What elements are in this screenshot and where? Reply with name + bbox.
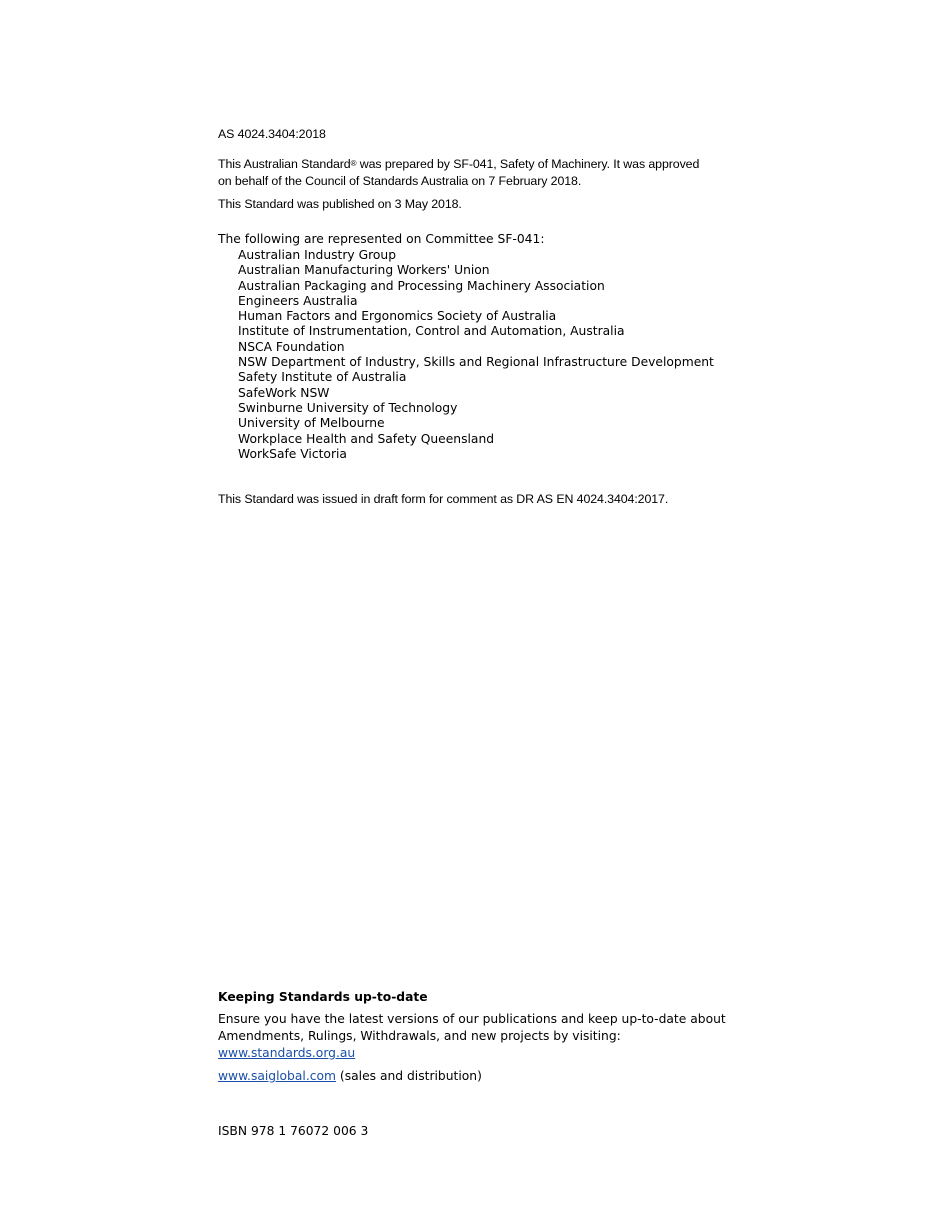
committee-member: Safety Institute of Australia [238,370,407,385]
isbn: ISBN 978 1 76072 006 3 [218,1124,369,1138]
registered-mark: ® [350,159,357,168]
committee-member: SafeWork NSW [238,385,330,400]
committee-member: Human Factors and Ergonomics Society of Australia [238,309,557,324]
standard-designation: AS 4024.3404:2018 [218,127,326,141]
draft-note: This Standard was issued in draft form for comment as DR AS EN 4024.3404:2017. [218,492,669,506]
committee-member: Institute of Instrumentation, Control and Automation, Australia [238,324,625,339]
updates-body-line2: Amendments, Rulings, Withdrawals, and new projects by visiting: [218,1029,621,1043]
committee-member: NSCA Foundation [238,339,345,354]
committee-member: Australian Manufacturing Workers' Union [238,263,490,278]
committee-member: Workplace Health and Safety Queensland [238,431,495,446]
committee-member-list [238,248,714,462]
committee-member: Australian Industry Group [238,248,397,262]
document-page [218,0,758,1230]
prepared-statement-line1 [218,156,699,173]
committee-member: Engineers Australia [238,293,358,308]
standards-website-link[interactable]: www.standards.org.au [218,1046,356,1060]
updates-heading: Keeping Standards up-to-date [218,990,428,1004]
standards-link-line [218,1045,355,1062]
saiglobal-link-line [218,1068,482,1085]
published-statement: This Standard was published on 3 May 2018. [218,197,462,211]
committee-member: University of Melbourne [238,416,385,431]
committee-member: NSW Department of Industry, Skills and Regional Infrastructure Development [238,355,714,370]
prepared-text-part1: This Australian Standard [218,157,351,171]
committee-intro: The following are represented on Committee SF-041: [218,232,545,246]
committee-member: Swinburne University of Technology [238,400,458,415]
prepared-text-part2: was prepared by SF-041, Safety of Machinery. It was approved [356,157,700,171]
saiglobal-link-suffix: (sales and distribution) [336,1069,482,1083]
prepared-statement-line2: on behalf of the Council of Standards Australia on 7 February 2018. [218,174,582,188]
committee-member: Australian Packaging and Processing Machinery Association [238,278,605,293]
saiglobal-website-link[interactable]: www.saiglobal.com [218,1069,336,1083]
updates-body-line1: Ensure you have the latest versions of our publications and keep up-to-date about [218,1012,726,1026]
committee-member: WorkSafe Victoria [238,446,347,461]
